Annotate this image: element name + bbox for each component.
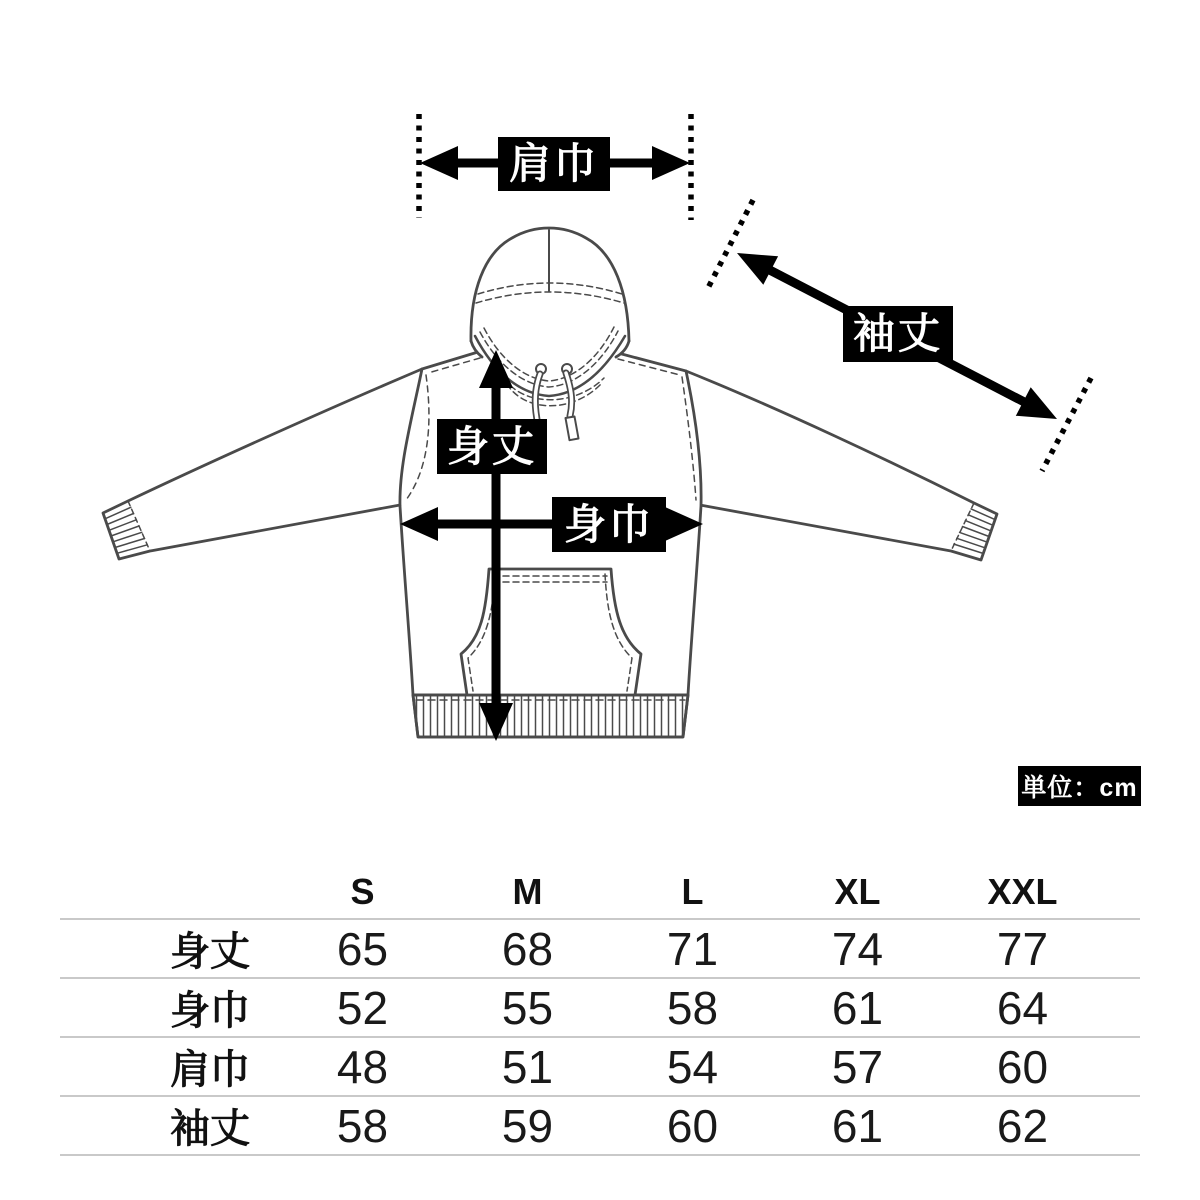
measurement-value: 60 — [940, 1037, 1105, 1096]
measurement-value: 61 — [775, 1096, 940, 1155]
hoodie-illustration — [103, 228, 997, 737]
measurement-value: 58 — [280, 1096, 445, 1155]
size-column-header: S — [350, 870, 375, 912]
measurement-value: 57 — [775, 1037, 940, 1096]
measurement-value: 58 — [610, 978, 775, 1037]
spacer-cell — [1105, 1096, 1140, 1155]
table-row-body-length — [60, 919, 1140, 978]
measurement-value: 74 — [775, 919, 940, 978]
measurement-value: 64 — [940, 978, 1105, 1037]
measurement-value: 48 — [280, 1037, 445, 1096]
measurement-value: 61 — [775, 978, 940, 1037]
hem-band — [413, 695, 688, 737]
measurement-value: 52 — [280, 978, 445, 1037]
table-row-sleeve-length — [60, 1096, 1140, 1155]
size-table — [60, 865, 1140, 1156]
measurement-value: 59 — [445, 1096, 610, 1155]
size-column-header: L — [681, 870, 704, 912]
size-table-header-row — [60, 865, 1140, 919]
measurement-value: 55 — [445, 978, 610, 1037]
row-label: 肩巾 — [60, 1037, 280, 1096]
spacer-cell — [1105, 978, 1140, 1037]
size-column-header: M — [512, 870, 543, 912]
table-row-shoulder-width — [60, 1037, 1140, 1096]
body-length-label: 身丈 — [437, 419, 547, 474]
shoulder-width-label: 肩巾 — [498, 137, 610, 191]
spacer-cell — [1105, 919, 1140, 978]
body-width-label: 身巾 — [552, 497, 666, 552]
measurement-value: 68 — [445, 919, 610, 978]
right-sleeve — [684, 371, 997, 560]
unit-badge: 単位：cm — [1018, 766, 1141, 806]
row-label: 身丈 — [60, 919, 280, 978]
table-row-body-width — [60, 978, 1140, 1037]
left-sleeve — [103, 369, 422, 559]
size-column-header: XL — [834, 870, 881, 912]
measurement-value: 51 — [445, 1037, 610, 1096]
measurement-value: 62 — [940, 1096, 1105, 1155]
row-label: 身巾 — [60, 978, 280, 1037]
measurement-value: 54 — [610, 1037, 775, 1096]
sleeve-length-label: 袖丈 — [843, 306, 953, 362]
kangaroo-pocket — [461, 569, 641, 695]
measurement-value: 77 — [940, 919, 1105, 978]
size-column-header: XXL — [987, 870, 1058, 912]
spacer-cell — [1105, 865, 1140, 919]
measurement-value: 60 — [610, 1096, 775, 1155]
row-label: 袖丈 — [60, 1096, 280, 1155]
spacer-cell — [1105, 1037, 1140, 1096]
measurement-value: 65 — [280, 919, 445, 978]
size-table-corner-cell — [60, 865, 280, 919]
measurement-value: 71 — [610, 919, 775, 978]
